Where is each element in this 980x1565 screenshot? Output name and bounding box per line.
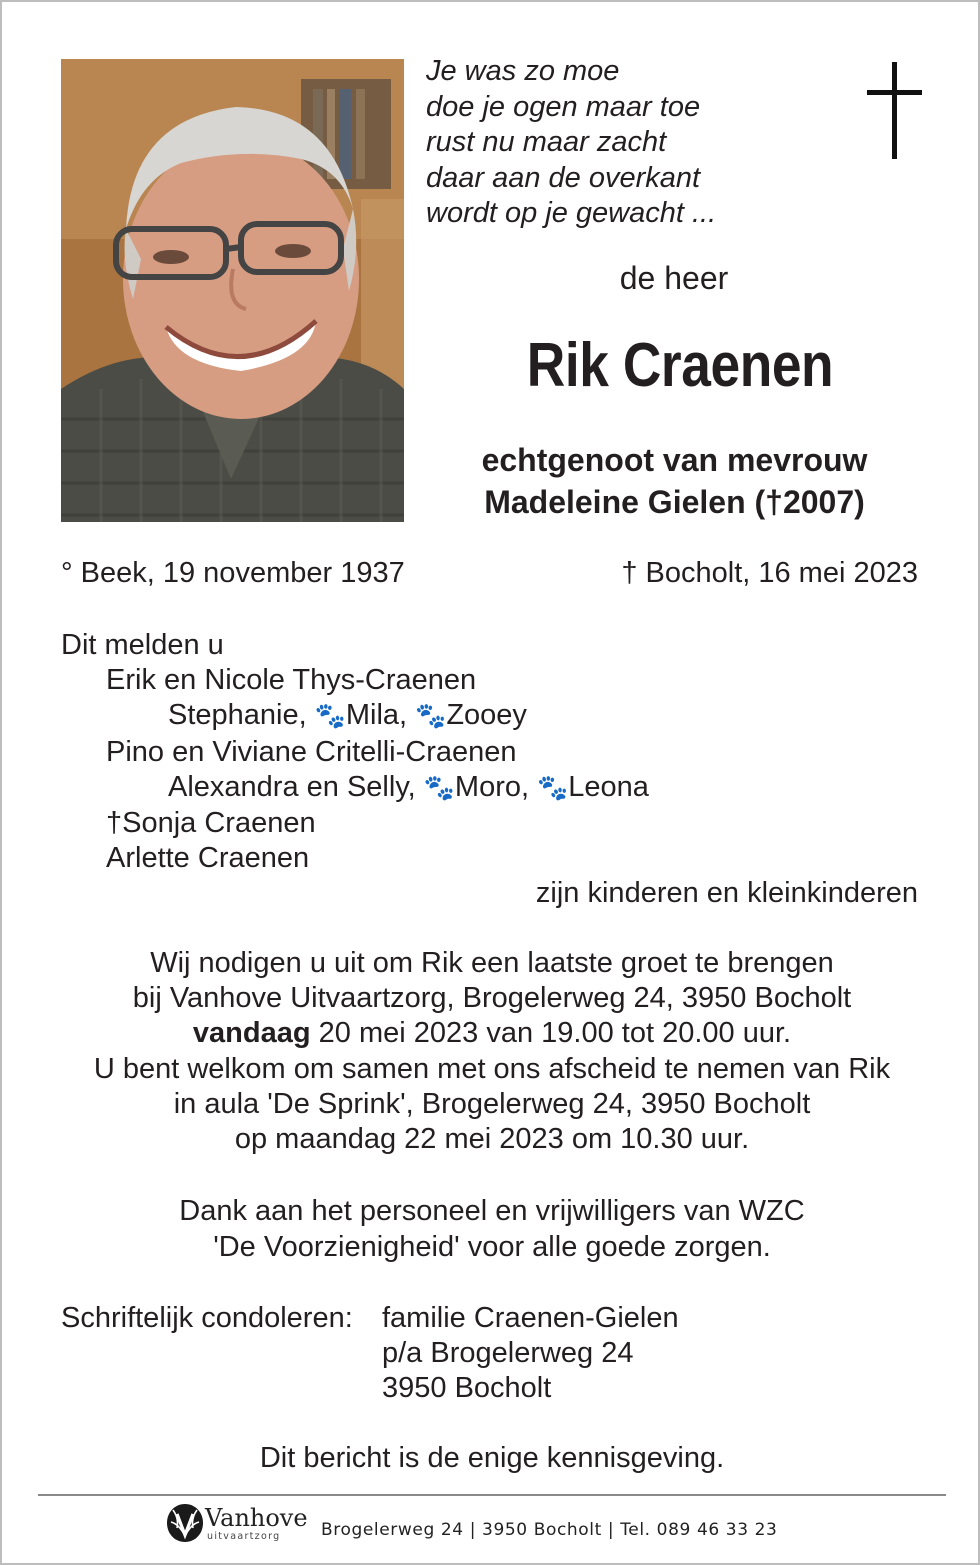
footer-contact: Brogelerweg 24 | 3950 Bocholt | Tel. 089 46 33 23 <box>321 1520 778 1540</box>
condolence-address-lines <box>382 1301 679 1407</box>
paw-print-icon: 🐾 <box>415 702 447 731</box>
invite-time: 20 mei 2023 van 19.00 tot 20.00 uur. <box>310 1017 792 1050</box>
grandchild-name: Stephanie, <box>168 699 315 732</box>
invite-line: in aula 'De Sprink', Brogelerweg 24, 3950 Bocholt <box>173 1087 811 1120</box>
invite-emphasis: vandaag <box>192 1017 311 1050</box>
paw-print-icon: 🐾 <box>537 773 569 802</box>
grandchildren-line <box>61 770 921 806</box>
visitation-invitation <box>42 946 942 1157</box>
death-date: † Bocholt, 16 mei 2023 <box>621 557 918 589</box>
portrait-photo <box>61 59 404 522</box>
footer-divider <box>38 1494 946 1496</box>
address-line: 3950 Bocholt <box>382 1372 552 1405</box>
vanhove-logo-icon <box>165 1502 205 1549</box>
family-list <box>61 628 921 912</box>
poem-line: rust nu maar zacht <box>426 126 667 158</box>
notice-text: Dit bericht is de enige kennisgeving. <box>259 1442 725 1474</box>
poem-line: wordt op je gewacht ... <box>426 197 717 229</box>
spouse-line: echtgenoot van mevrouw <box>481 442 868 478</box>
family-member: Arlette Craenen <box>106 842 310 875</box>
paw-print-icon: 🐾 <box>423 773 455 802</box>
family-closing: zijn kinderen en kleinkinderen <box>535 877 918 910</box>
thanks-line: 'De Voorzienigheid' voor alle goede zorgen. <box>213 1231 771 1263</box>
family-member: †Sonja Craenen <box>106 807 316 840</box>
pet-name: Mila, <box>345 699 416 732</box>
invite-line: Wij nodigen u uit om Rik een laatste groet te brengen <box>150 947 834 979</box>
grandchild-name: Alexandra en Selly, <box>168 770 424 803</box>
pet-name: Zooey <box>446 699 527 732</box>
cross-icon <box>864 62 926 167</box>
family-member: Pino en Viviane Critelli-Craenen <box>106 735 517 768</box>
family-intro: Dit melden u <box>61 629 224 661</box>
family-member: Erik en Nicole Thys-Craenen <box>106 664 477 697</box>
pet-name: Moro, <box>454 770 538 803</box>
invite-line <box>42 1016 942 1051</box>
poem-line: Je was zo moe <box>426 55 620 87</box>
address-line: p/a Brogelerweg 24 <box>382 1337 634 1370</box>
thanks-line: Dank aan het personeel en vrijwilligers van WZC <box>179 1195 805 1227</box>
salutation: de heer <box>619 260 729 296</box>
brand-name: Vanhove <box>205 1504 308 1532</box>
poem-line: daar aan de overkant <box>426 161 701 194</box>
brand-subtitle: uitvaartzorg <box>207 1531 281 1542</box>
grandchildren-line <box>61 698 921 734</box>
paw-print-icon: 🐾 <box>314 702 346 731</box>
deceased-name: Rik Craenen <box>526 331 834 400</box>
invite-line: bij Vanhove Uitvaartzorg, Brogelerweg 24, 3950 Bocholt <box>132 982 852 1015</box>
condolence-label: Schriftelijk condoleren: <box>61 1302 353 1334</box>
poem-line: doe je ogen maar toe <box>426 90 701 123</box>
pet-name: Leona <box>568 770 649 803</box>
spouse-line: Madeleine Gielen (†2007) <box>484 484 865 520</box>
birth-date: ° Beek, 19 november 1937 <box>61 557 405 589</box>
invite-line: U bent welkom om samen met ons afscheid te nemen van Rik <box>93 1052 891 1085</box>
thanks-note <box>42 1193 942 1265</box>
invite-line: op maandag 22 mei 2023 om 10.30 uur. <box>234 1123 750 1156</box>
address-line: familie Craenen-Gielen <box>382 1302 679 1334</box>
spouse-info <box>442 439 907 523</box>
memorial-poem <box>426 54 716 232</box>
